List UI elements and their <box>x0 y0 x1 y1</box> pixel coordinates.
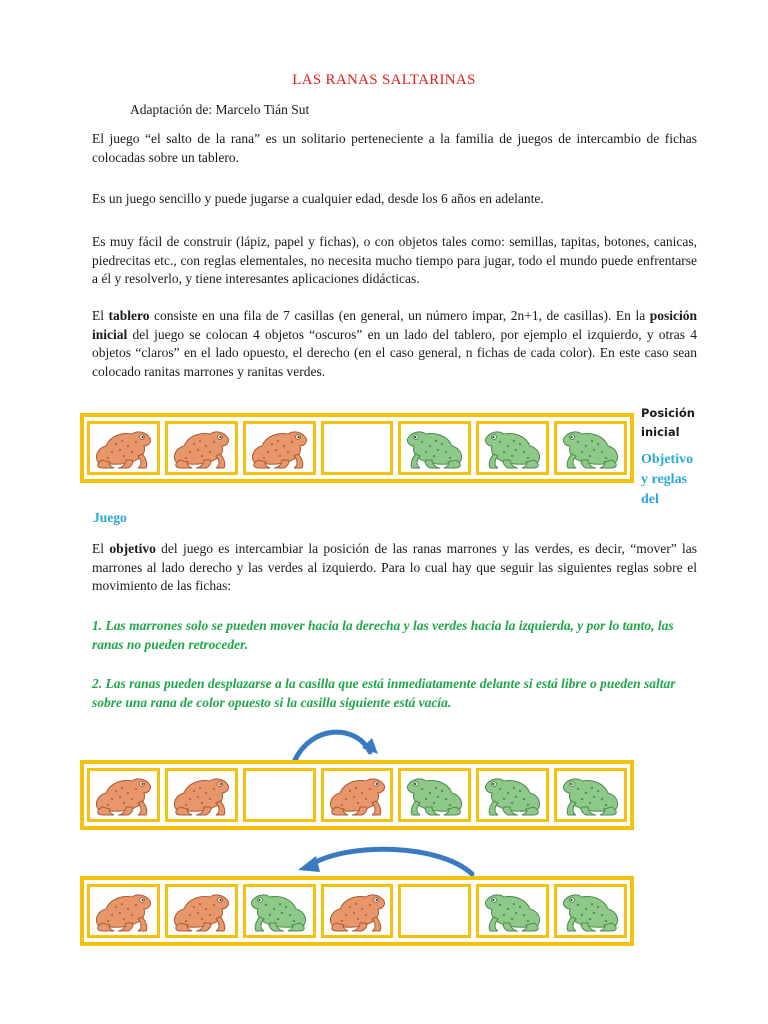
board-cell <box>476 884 549 938</box>
brown-frog-icon <box>170 885 232 938</box>
brown-frog-icon <box>92 422 154 475</box>
board-cell <box>243 421 316 475</box>
paragraph-board: El tablero consiste en una fila de 7 casillas (en general, un número impar, 2n+1, de casillas). En la posición inicial del juego se colocan 4 objetos “oscuros” en un lado del tablero, por ejemplo el izquierdo, y otras 4 objetos “claros” en el lado opuesto, el derecho (en el caso general, n fichas de cada color). En este caso sean colocado ranitas marrones y ranitas verdes. <box>92 308 697 379</box>
author-line: Adaptación de: Marcelo Tián Sut <box>130 102 310 117</box>
arrow-left-icon <box>290 842 480 878</box>
board-cell <box>87 884 160 938</box>
green-frog-icon <box>248 885 310 938</box>
green-frog-icon <box>404 769 466 822</box>
board-cell <box>321 884 394 938</box>
brown-frog-icon <box>248 422 310 475</box>
board-cell <box>165 768 238 822</box>
paragraph-age: Es un juego sencillo y puede jugarse a cualquier edad, desde los 6 años en adelante. <box>92 191 544 206</box>
green-frog-icon <box>560 422 622 475</box>
paragraph-objective: El objetivo del juego es intercambiar la posición de las ranas marrones y las verdes, es decir, “mover” las marrones al lado derecho y las verdes al izquierdo. Para lo cual hay que seguir las siguientes reglas sobre el movimiento de las fichas: <box>92 541 697 593</box>
heading-juego: Juego <box>93 510 127 525</box>
brown-frog-icon <box>92 885 154 938</box>
board-cell <box>476 421 549 475</box>
board-cell <box>554 884 627 938</box>
board-cell <box>321 768 394 822</box>
bold-posicion-inicial: posición inicial <box>92 308 697 342</box>
bold-tablero: tablero <box>108 308 150 323</box>
paragraph-intro: El juego “el salto de la rana” es un solitario perteneciente a la familia de juegos de intercambio de fichas colocadas sobre un tablero. <box>92 131 697 165</box>
board-move-right <box>80 760 634 830</box>
board-cell <box>398 768 471 822</box>
board-cell <box>398 884 471 938</box>
board-cell <box>398 421 471 475</box>
brown-frog-icon <box>170 769 232 822</box>
rule-2: 2. Las ranas pueden desplazarse a la casilla que está inmediatamente delante si está libre o pueden saltar sobre una rana de color opuesto si la casilla siguiente está vacía. <box>92 676 676 710</box>
board-cell <box>476 768 549 822</box>
board-cell <box>321 421 394 475</box>
brown-frog-icon <box>92 769 154 822</box>
brown-frog-icon <box>326 885 388 938</box>
board-jump-left <box>80 876 634 946</box>
board-initial <box>80 413 634 483</box>
brown-frog-icon <box>170 422 232 475</box>
green-frog-icon <box>482 422 544 475</box>
board-cell <box>554 421 627 475</box>
board-cell <box>165 884 238 938</box>
brown-frog-icon <box>326 769 388 822</box>
document-title: LAS RANAS SALTARINAS <box>292 72 476 88</box>
board-cell <box>87 768 160 822</box>
rule-1: 1. Las marrones solo se pueden mover hacia la derecha y las verdes hacia la izquierda, y por lo tanto, las ranas no pueden retroceder. <box>92 618 674 652</box>
board-cell <box>554 768 627 822</box>
board-cell <box>165 421 238 475</box>
bold-objetivo: objetivo <box>109 541 156 556</box>
green-frog-icon <box>404 422 466 475</box>
board-cell <box>87 421 160 475</box>
board-cell <box>243 768 316 822</box>
side-label-posicion-inicial: Posición inicial <box>641 406 695 439</box>
green-frog-icon <box>560 885 622 938</box>
green-frog-icon <box>482 769 544 822</box>
side-heading-objetivo: Objetivo y reglas del <box>641 452 694 507</box>
green-frog-icon <box>560 769 622 822</box>
green-frog-icon <box>482 885 544 938</box>
paragraph-construction: Es muy fácil de construir (lápiz, papel y fichas), o con objetos tales como: semillas, tapitas, botones, canicas, piedrecitas etc., con reglas elementales, no necesita mucho tiempo para jugar, todo el mundo puede enfrentarse a él y resolverlo, y tiene interesantes aplicaciones didácticas. <box>92 234 697 286</box>
board-cell <box>243 884 316 938</box>
